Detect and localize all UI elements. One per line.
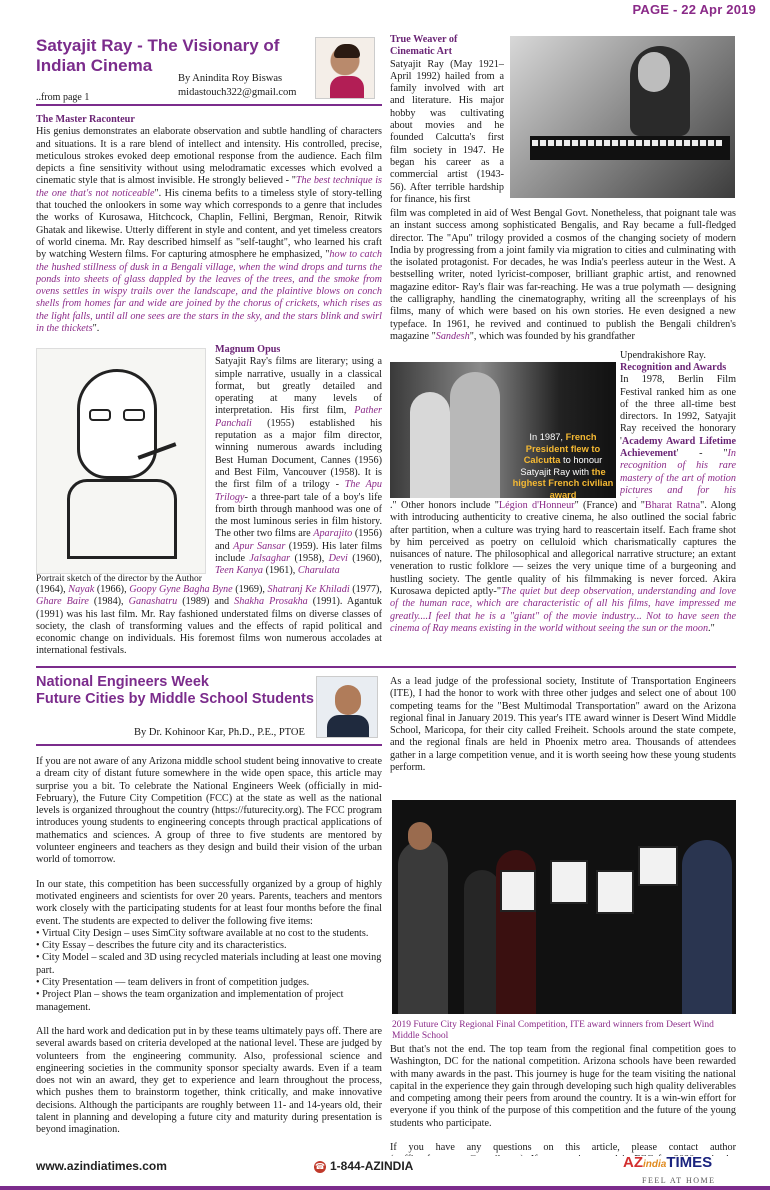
body-text: If you are not aware of any Arizona middle school student being innovative to create a dream city of distant future somewhere in the wide open space, this article may surprise you a bit. To celebrate the National Engineers Week (officially in mid-February), the Future City Competition (FCC) at the state as well as the national levels is organized throughout the country (https://futurecity.org). The FCC program introduces young students to engineering concepts through practical applications of mathematics and sciences. A group of three to five students are mentored by volunteer engineers and teachers as they design and build their vision of the urban world of tomorrow. xyxy=(36,756,382,866)
sketch-caption: Portrait sketch of the director by the Author xyxy=(36,574,202,584)
recognition-continuation xyxy=(390,500,736,648)
author-photo xyxy=(316,676,378,738)
winners-group-photo xyxy=(392,800,736,1014)
weaver-section xyxy=(390,34,504,210)
article2-left-column xyxy=(36,756,382,1152)
body-text: In our state, this competition has been successfully organized by a group of highly motivated engineers and scientists for over 20 years. Parents, teachers and mentors work closely with the participating students for at least four months before the final event. The students are expected to deliver the following five items: xyxy=(36,878,382,927)
author-photo xyxy=(315,37,375,99)
divider xyxy=(36,744,382,746)
body-text: But that's not the end. The top team from the regional final competition goes to Washington, DC for the national competition. Arizona schools have been rewarded with many awards in the past. This journey is huge for the team visiting the national capital in the experience they gain through developing such high quality deliverables and competing among their peers from around the country. It is a win-win effort for everyone if you think of the purpose of this competition and the future of the young students who participate. xyxy=(390,1044,736,1129)
weaver-continuation xyxy=(390,208,736,360)
phone-number[interactable]: 1-844-AZINDIA xyxy=(330,1159,414,1173)
author-byline: By Dr. Kohinoor Kar, Ph.D., P.E., PTOE xyxy=(134,727,305,738)
brand-logo: AZindiaTIMES xyxy=(623,1154,713,1171)
title-line: National Engineers Week xyxy=(36,674,209,690)
list-item: • City Essay – describes the future city and its characteristics. xyxy=(36,940,287,952)
article2-right-column-continued xyxy=(390,1044,736,1156)
article-title: Satyajit Ray - The Visionary of Indian Cinema xyxy=(36,36,280,75)
body-text: All the hard work and dedication put in by these teams ultimately pays off. There are several awards based on criteria developed at the national level. These are judged by volunteers from the engineering community. Also, professional science and engineering societies in the community sponsor specialty awards. Even if a team does not win an award, they get to experience and learn throughout the process, which pushes them to brainstorm together, think critically, and make innovative decisions. Although the participants are roughly between 11- and 14-years old, their talent in planning and developing a future city and maturity during presentation is beyond imagination. xyxy=(36,1025,382,1136)
divider xyxy=(36,666,736,668)
phone-icon: ☎ xyxy=(315,1162,325,1171)
author-name: By Anindita Roy Biswas xyxy=(178,73,283,84)
magnum-opus-continuation xyxy=(36,584,382,660)
section-heading: True Weaver of Cinematic Art xyxy=(390,34,458,58)
footer-bar xyxy=(0,1186,770,1190)
body-text: Satyajit Ray's films are literary; using a simple narrative, usually in a classical format, but greatly detailed and operating at many levels of interpretation. His first film, Pather Panchali (1955) established his reputation as a major film director, winning numerous awards including Best Human Document, Cannes (1956) and Best Film, Vancouver (1958). It is the first film of a trilogy - The Apu Trilogy- a three-part tale of a boy's life from birth through manhood was one of the most luminous series in film history. The other two films are Aparajito (1956) and Apur Sansar (1959). His later films include Jalsaghar (1958), Devi (1960), Teen Kanya (1961), Charulata xyxy=(215,356,382,577)
body-text: If you have any questions on this article, please contact author xyxy=(390,1142,736,1154)
photo-caption: 2019 Future City Regional Final Competition, ITE award winners from Desert Wind Middle School xyxy=(392,1020,714,1041)
list-item: • Virtual City Design – uses SimCity software available at no cost to the students. xyxy=(36,927,369,939)
divider xyxy=(36,104,382,106)
deliverables-list xyxy=(36,928,382,1014)
section-heading: Recognition and Awards xyxy=(620,362,727,373)
article2-right-column xyxy=(390,676,736,796)
body-text: Upendrakishore Ray. xyxy=(620,350,706,361)
website-link[interactable]: www.azindiatimes.com xyxy=(36,1159,167,1173)
section-heading: The Master Raconteur xyxy=(36,114,135,125)
ray-portrait-sketch xyxy=(36,348,206,574)
page-date-label: PAGE - 22 Apr 2019 xyxy=(632,2,756,17)
list-item: • City Model – scaled and 3D using recycled materials including at least one moving part. xyxy=(36,952,382,976)
author-email[interactable]: midastouch322@gmail.com xyxy=(178,87,297,98)
section-heading: Magnum Opus xyxy=(215,344,281,355)
body-text: In 1978, Berlin Film Festival ranked him as one of the three all-time best directors. In 1992, Satyajit Ray received the honorary 'Academy Award Lifetime Achievement' - "In recognition of his rare mastery of the art of motion pictures and for his xyxy=(620,374,736,496)
raconteur-section xyxy=(36,114,382,346)
body-text: film was completed in aid of West Bengal Govt. Nonetheless, that poignant tale was an instant success among sophisticated Bengalis, and Ray became a full-fledged director. The "Apu" trilogy provided a cosmos of the changing society of modern India by progressing from a joint family via migration to cities and culminating with the isolated protagonist. For decades, he was India's peerless auteur in the West. A bestselling writer, noted lyricist-composer, brilliant graphic artist, and renowned magazine editor- Ray's flair was far-reaching. He was a true polymath — designing the calligraphy, handling the cinematography, writing all the screenplays of his films, many of which were based on his own stories. He even designed a new typeface. In 1961, he revived and continued to publish the Bengali children's magazine "Sandesh", which was founded by his grandfather xyxy=(390,208,736,342)
recognition-section xyxy=(620,362,736,498)
list-item: • City Presentation –– team delivers in front of competition judges. xyxy=(36,977,310,989)
ray-piano-photo xyxy=(510,36,735,198)
list-item: • Project Plan – shows the team organization and implementation of project management. xyxy=(36,989,344,1013)
body-text: His genius demonstrates an elaborate observation and subtle handling of characters and situations. It is a rare blend of intellect and intensity. His controlled, precise, meticulous strokes evoked deep emotional response from the audience. Each film depicts a fine sensitivity without using melodramatic excesses which evolved a cinematic style that is almost invisible. He strongly believed - "The best technique is the one that's not noticeable". His cinema befits to a timeless style of story-telling that touched the onlookers in some way which corresponds to a genre that includes the works of Kurosawa, Hitchcock, Chaplin, Fellini, Bergman, Renoir, Ritwik Ghatak and likewise. Utterly different in style and content, and yet timeless creators of world cinema. Mr. Ray described himself as "self-taught", who learned his craft by watching Western films. For capturing atmosphere he emphasized, "how to catch the hushed stillness of dusk in a Bengali village, when the wind drops and turns the ponds into sheets of glass dappled by the leaves of the trees, and the smoke from ovens settles in wispy trails over the landscape, and the plaintive blows on conch shells from homes far and wide are joined by the chorus of crickets, which rises as the light falls, until all one sees are the stars in the sky, and the stars blink and swirl in the thickets". xyxy=(36,126,382,335)
brand-tagline: FEEL AT HOME xyxy=(642,1176,716,1185)
body-text: (1964), Nayak (1966), Goopy Gyne Bagha Byne (1969), Shatranj Ke Khiladi (1977), Ghare Baire (1984), Ganashatru (1989) and Shakha Prosakha (1991). Agantuk (1991) was his last film. Mr. Ray fashioned understated films on diverse classes of society, the clash of transforming values and the effects of rapid political and economic change on individuals. His foremost films won numerous accolades at international festivals. xyxy=(36,584,382,657)
body-text: Satyajit Ray (May 1921–April 1992) hailed from a family involved with art and literature. His major hobby was cultivating about movies and he founded Calcutta's first film society in 1947. He began his career as a commercial artist (1943-56). After terrible hardship for finance, his first xyxy=(390,58,504,205)
title-line: Future Cities by Middle School Students xyxy=(36,691,314,707)
body-text: As a lead judge of the professional society, Institute of Transportation Engineers (ITE), I had the honor to work with three other judges and select one of about 100 competing teams for the "Best Multimodal Transportation" award on the Arizona regional final in January 2019. This year's ITE award winner is Desert Wind Middle School, Maricopa, for their city called Freiheit. Schools around the state compete, and the regional finals are held in Phoenix metro area. Thousands of attendees gather in a large competition venue, and it is worth seeing how these young students perform. xyxy=(390,676,736,774)
continued-from-label: ..from page 1 xyxy=(36,92,90,103)
photo-overlay-caption: In 1987, French President flew to Calcutta to honour Satyajit Ray with the highest French civilian award xyxy=(512,432,614,500)
body-text: ." Other honors include "Légion d'Honneur" (France) and "Bharat Ratna". Along with introducing authenticity to creative cinema, he also outlined the social fabric after partition, when a culture was trying hard to reascertain itself. Each frame shot by him perceived as poetry on celluloid which charismatically captures the nuisances of nature. The philosophical and allegorical narrative structure; an extant veneration to rustic folklore — seizes the very unique time of a burgeoning and hustling society. The gentle quality of his filmmaking is never forced. Akira Kurosawa depicted aptly-"The quiet but deep observation, understanding and love of the human race, which are characteristic of all his films, have impressed me greatly....I feel that he is a "giant" of the movie industry... Not to have seen the cinema of Ray means existing in the world without seeing the sun or the moon." xyxy=(390,500,736,634)
magnum-opus-section xyxy=(215,344,382,584)
article2-title xyxy=(36,674,314,708)
author-byline xyxy=(178,72,296,100)
